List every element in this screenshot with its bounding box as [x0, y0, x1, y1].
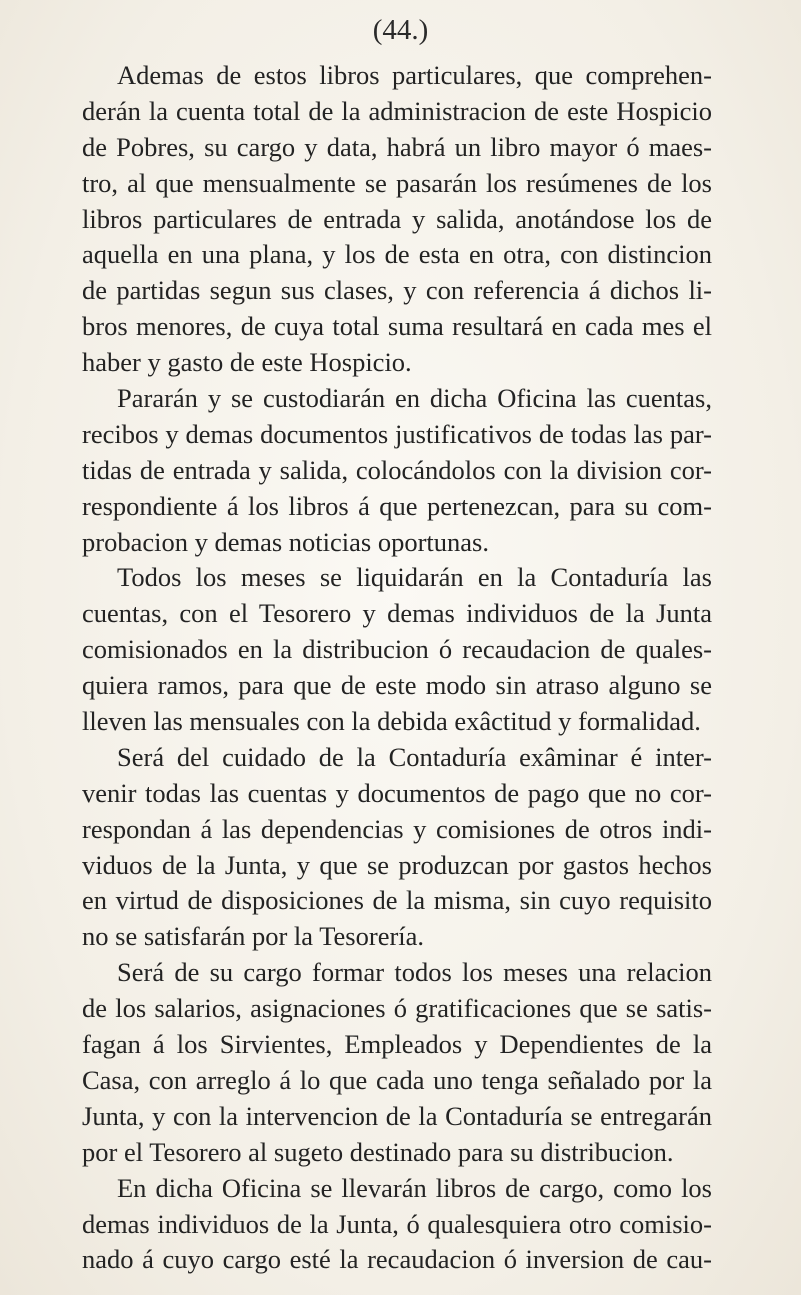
text-line: respondan á las dependencias y comisiones de otros indi- — [82, 813, 712, 844]
text-line: recibos y demas documentos justificativos de todas las par- — [82, 418, 712, 449]
text-line: comisionados en la distribucion ó recaudacion de quales- — [82, 634, 712, 665]
text-line: haber y gasto de este Hospicio. — [82, 347, 412, 378]
text-line: probacion y demas noticias oportunas. — [82, 526, 489, 557]
text-line: Casa, con arreglo á lo que cada uno tenga señalado por la — [82, 1064, 712, 1095]
text-line: viduos de la Junta, y que se produzcan por gastos hechos — [82, 849, 712, 880]
text-line: no se satisfarán por la Tesorería. — [82, 921, 425, 952]
text-line: derán la cuenta total de la administracion de este Hospicio — [82, 95, 712, 126]
text-line: de partidas segun sus clases, y con referencia á dichos li- — [82, 275, 712, 306]
text-line: demas individuos de la Junta, ó qualesquiera otro comisio- — [82, 1208, 712, 1239]
text-line: Todos los meses se liquidarán en la Contaduría las — [117, 562, 712, 593]
text-line: aquella en una plana, y los de esta en otra, con distincion — [82, 239, 712, 270]
text-line: Será del cuidado de la Contaduría exâminar é inter- — [117, 741, 712, 772]
body-text — [82, 58, 712, 1278]
text-line: Pararán y se custodiarán en dicha Oficina las cuentas, — [117, 383, 712, 414]
page-number: (44.) — [372, 14, 429, 46]
text-line: quiera ramos, para que de este modo sin atraso alguno se — [82, 670, 712, 701]
text-line: bros menores, de cuya total suma resultará en cada mes el — [82, 311, 712, 342]
text-line: tro, al que mensualmente se pasarán los resúmenes de los — [82, 167, 712, 198]
text-line: venir todas las cuentas y documentos de pago que no cor- — [82, 777, 712, 808]
text-line: Ademas de estos libros particulares, que comprehen- — [117, 60, 712, 90]
text-line: Junta, y con la intervencion de la Contaduría se entregarán — [82, 1100, 712, 1131]
text-line: tidas de entrada y salida, colocándolos con la division cor- — [82, 454, 712, 485]
text-line: de los salarios, asignaciones ó gratificaciones que se satis- — [82, 993, 712, 1024]
text-line: de Pobres, su cargo y data, habrá un libro mayor ó maes- — [82, 131, 712, 162]
text-line: Será de su cargo formar todos los meses una relacion — [117, 957, 712, 988]
text-line: libros particulares de entrada y salida, anotándose los de — [82, 203, 712, 234]
text-line: respondiente á los libros á que pertenezcan, para su com- — [82, 490, 712, 521]
text-line: nado á cuyo cargo esté la recaudacion ó inversion de cau- — [82, 1244, 712, 1275]
text-line: por el Tesorero al sugeto destinado para su distribucion. — [82, 1136, 674, 1167]
text-line: fagan á los Sirvientes, Empleados y Dependientes de la — [82, 1029, 712, 1060]
text-line: lleven las mensuales con la debida exâctitud y formalidad. — [82, 706, 701, 737]
text-line: en virtud de disposiciones de la misma, sin cuyo requisito — [82, 885, 712, 916]
text-line: cuentas, con el Tesorero y demas individuos de la Junta — [82, 598, 712, 629]
text-line: En dicha Oficina se llevarán libros de cargo, como los — [117, 1172, 712, 1203]
